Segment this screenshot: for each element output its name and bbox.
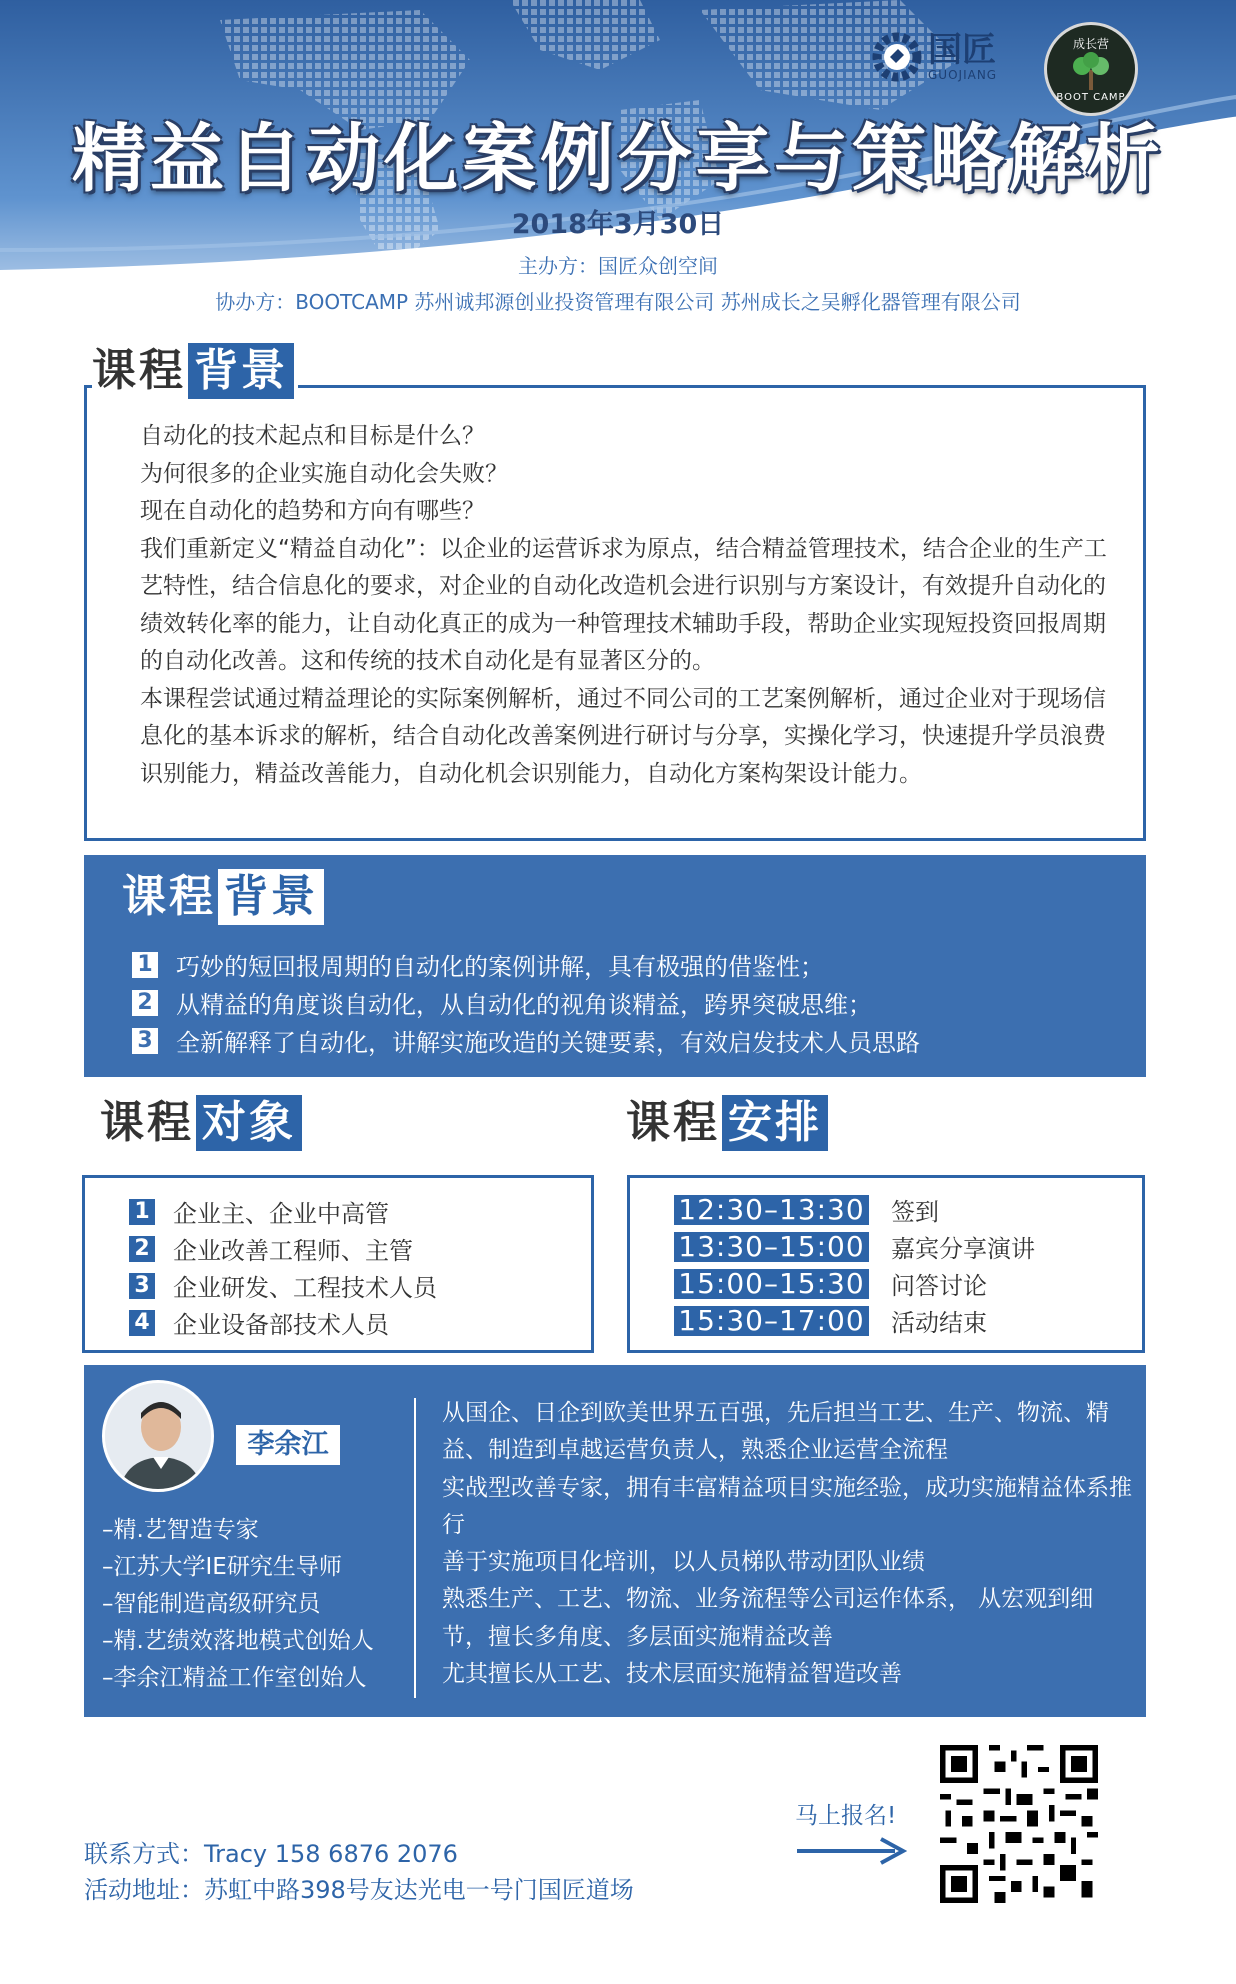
background-paragraph: 自动化的技术起点和目标是什么？ [140, 423, 485, 449]
arrow-right-icon [795, 1836, 907, 1866]
feature-number: 1 [132, 952, 158, 978]
background-text [140, 418, 1120, 793]
schedule-activity: 嘉宾分享演讲 [891, 1235, 1035, 1263]
audience-number: 2 [129, 1236, 155, 1262]
speaker-title: –江苏大学IE研究生导师 [102, 1554, 342, 1580]
schedule-time: 12:30–13:30 [674, 1195, 869, 1225]
guojiang-logo [870, 30, 997, 84]
features-panel [84, 855, 1146, 1077]
speaker-description [442, 1395, 1132, 1693]
contact-info: 联系方式：Tracy 158 6876 2076 [84, 1840, 458, 1868]
event-address: 活动地址：苏虹中路398号友达光电一号门国匠道场 [84, 1876, 634, 1904]
feature-text: 从精益的角度谈自动化，从自动化的视角谈精益，跨界突破思维； [176, 991, 872, 1019]
audience-text: 企业研发、工程技术人员 [173, 1274, 437, 1302]
schedule-row [674, 1229, 1035, 1264]
section-title-prefix: 课程 [92, 345, 186, 396]
schedule-time: 15:30–17:00 [674, 1306, 869, 1336]
schedule-time: 15:00–15:30 [674, 1269, 869, 1299]
section-title-prefix: 课程 [122, 871, 216, 922]
schedule-activity: 签到 [891, 1198, 939, 1226]
speaker-description-line: 善于实施项目化培训，以人员梯队带动团队业绩 [442, 1549, 925, 1576]
section-title-highlight: 安排 [722, 1095, 828, 1151]
speaker-name: 李余江 [236, 1425, 340, 1465]
guojiang-logo-en: GUOJIANG [928, 68, 998, 82]
schedule-activity: 活动结束 [891, 1309, 987, 1337]
speaker-description-line: 实战型改善专家，拥有丰富精益项目实施经验，成功实施精益体系推行 [442, 1474, 1132, 1538]
speaker-description-line: 从国企、日企到欧美世界五百强，先后担当工艺、生产、物流、精益、制造到卓越运营负责人，熟悉企业运营全流程 [442, 1400, 1109, 1464]
header-banner [0, 0, 1236, 330]
audience-number: 1 [129, 1199, 155, 1225]
audience-text: 企业改善工程师、主管 [173, 1237, 413, 1265]
schedule-row [674, 1266, 987, 1301]
signup-label[interactable]: 马上报名! [795, 1803, 897, 1829]
section-title-prefix: 课程 [100, 1097, 194, 1148]
bootcamp-logo-en: BOOT CAMP [1056, 92, 1126, 103]
tree-icon [1068, 52, 1114, 92]
audience-box [82, 1175, 594, 1353]
qr-code[interactable] [940, 1745, 1098, 1903]
schedule-activity: 问答讨论 [891, 1272, 987, 1300]
page-title: 精益自动化案例分享与策略解析 [72, 116, 1164, 202]
guojiang-logo-text: 国匠 [928, 30, 996, 70]
section-title-highlight: 背景 [188, 343, 294, 399]
audience-item [129, 1268, 437, 1303]
background-paragraph: 我们重新定义“精益自动化”：以企业的运营诉求为原点，结合精益管理技术，结合企业的生产工艺特性，结合信息化的要求，对企业的自动化改造机会进行识别与方案设计，有效提升自动化的绩效转化率的能力，让自动化真正的成为一种管理技术辅助手段，帮助企业实现短投资回报周期的自动化改善。这和传统的技术自动化是有显著区分的。 [140, 535, 1107, 674]
speaker-description-line: 熟悉生产、工艺、物流、业务流程等公司运作体系， 从宏观到细节，擅长多角度、多层面实施精益改善 [442, 1586, 1094, 1650]
audience-item [129, 1194, 389, 1229]
event-date: 2018年3月30日 [511, 209, 725, 240]
feature-text: 巧妙的短回报周期的自动化的案例讲解，具有极强的借鉴性； [176, 953, 824, 981]
section-title-highlight: 背景 [218, 869, 324, 925]
background-paragraph: 本课程尝试通过精益理论的实际案例解析，通过不同公司的工艺案例解析，通过企业对于现场信息化的基本诉求的解析，结合自动化改善案例进行研讨与分享，实操化学习，快速提升学员浪费识别能力，精益改善能力，自动化机会识别能力，自动化方案构架设计能力。 [140, 685, 1106, 787]
audience-number: 4 [129, 1310, 155, 1336]
feature-item [132, 947, 824, 982]
schedule-time: 13:30–15:00 [674, 1232, 869, 1262]
speaker-title: –精.艺智造专家 [102, 1517, 259, 1543]
schedule-box [627, 1175, 1145, 1353]
speaker-divider [414, 1398, 416, 1698]
audience-text: 企业设备部技术人员 [173, 1311, 389, 1339]
background-section-title [92, 343, 298, 399]
feature-number: 2 [132, 990, 158, 1016]
feature-number: 3 [132, 1028, 158, 1054]
background-paragraph: 为何很多的企业实施自动化会失败？ [140, 460, 508, 487]
feature-item [132, 1023, 920, 1058]
speaker-title: –精.艺绩效落地模式创始人 [102, 1628, 374, 1654]
audience-item [129, 1231, 413, 1266]
speaker-title: –李余江精益工作室创始人 [102, 1665, 367, 1691]
person-icon [105, 1383, 214, 1492]
speaker-panel [84, 1365, 1146, 1717]
speaker-description-line: 尤其擅长从工艺、技术层面实施精益智造改善 [442, 1661, 902, 1688]
schedule-row [674, 1192, 939, 1227]
audience-number: 3 [129, 1273, 155, 1299]
schedule-section-title [626, 1095, 828, 1151]
audience-section-title [100, 1095, 302, 1151]
speaker-avatar [102, 1380, 214, 1492]
section-title-highlight: 对象 [196, 1095, 302, 1151]
audience-text: 企业主、企业中高管 [173, 1200, 389, 1228]
feature-item [132, 985, 872, 1020]
host-organizer: 主办方：国匠众创空间 [518, 254, 718, 278]
audience-item [129, 1305, 389, 1340]
speaker-title: –智能制造高级研究员 [102, 1591, 321, 1617]
features-section-title [122, 869, 324, 925]
gear-icon [870, 30, 924, 84]
bootcamp-logo-cn: 成长营 [1072, 37, 1109, 51]
feature-text: 全新解释了自动化，讲解实施改造的关键要素，有效启发技术人员思路 [176, 1029, 920, 1057]
background-paragraph: 现在自动化的趋势和方向有哪些？ [140, 498, 485, 524]
section-title-prefix: 课程 [626, 1097, 720, 1148]
co-organizers: 协办方：BOOTCAMP 苏州诚邦源创业投资管理有限公司 苏州成长之吴孵化器管理有限公司 [215, 290, 1021, 314]
schedule-row [674, 1303, 987, 1338]
